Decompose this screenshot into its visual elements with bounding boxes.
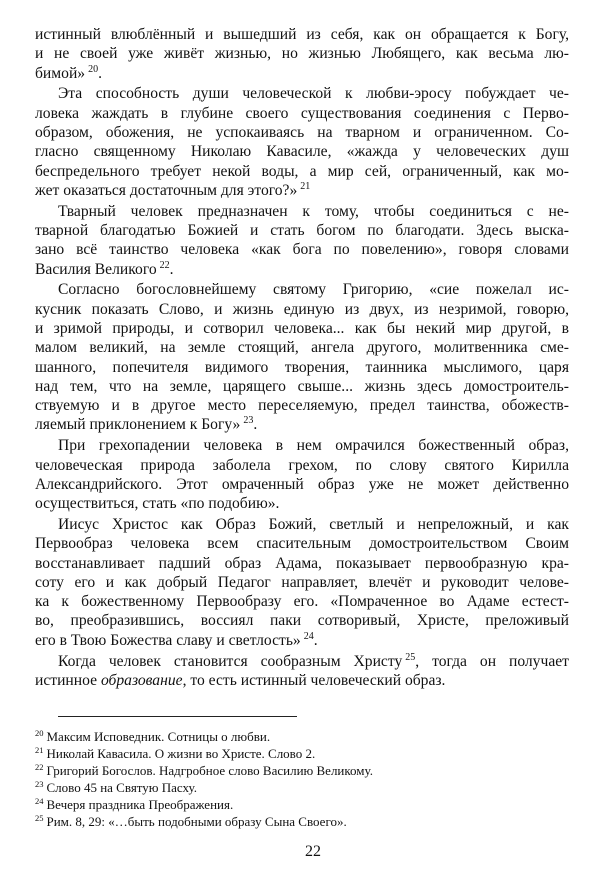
footnote-number: 23 (35, 779, 44, 789)
text-line (35, 611, 569, 630)
text-line (35, 221, 569, 240)
paragraph (35, 84, 569, 200)
text-line (35, 142, 569, 161)
text-segment: соту его и как добрый Педагог направляет, влечёт и руководит челове- (35, 573, 569, 591)
text-line (35, 436, 569, 455)
footnote-text: Слово 45 на Святую Пасху. (46, 780, 197, 795)
footnote (35, 813, 373, 830)
text-segment: во, преобразившись, воссиял паки сотворивый, Христе, преложивый (35, 612, 569, 630)
text-segment: зано всё таинство человека «как бога по повелению», говоря словами (35, 241, 569, 259)
text-line (35, 240, 569, 259)
footnote-number: 24 (35, 796, 44, 806)
text-line (35, 64, 569, 83)
footnote (35, 779, 373, 796)
text-line (35, 592, 569, 611)
footnote-number: 25 (35, 813, 44, 823)
text-line (35, 202, 569, 221)
text-line (35, 475, 569, 494)
text-segment: При грехопадении человека в нем омрачился божественный образ, (58, 437, 569, 455)
paragraph (35, 515, 569, 650)
footnote (35, 762, 373, 779)
text-segment: Согласно богословнейшему святому Григорию, «сие пожелал ис- (58, 281, 569, 299)
text-line (35, 300, 569, 319)
text-line (35, 456, 569, 475)
text-segment: Александрийского. Этот омраченный образ уже не может действенно (35, 475, 569, 493)
text-line (35, 260, 569, 279)
text-line (35, 631, 569, 650)
text-segment: Первообраз человека всем спасительным домостроительством Своим (35, 535, 569, 553)
text-segment: восстанавливает падший образ Адама, показывает первообразную кра- (35, 554, 569, 572)
page-number: 22 (305, 843, 321, 860)
text-line (35, 671, 569, 690)
text-line (35, 181, 569, 200)
text-segment: ка к божественному Первообразу его. «Помраченное во Адаме естест- (35, 593, 569, 611)
text-segment: его в Твою Божества славу и светлость» (35, 631, 301, 649)
footnote-number: 21 (35, 745, 44, 755)
text-segment: и зримой природы, и сотворил человека... как бы некий мир другой, в (35, 319, 569, 337)
text-segment: жет оказаться достаточным для этого?» (35, 181, 298, 199)
text-line (35, 415, 569, 434)
text-segment: малом великий, на земле стоящий, ангела другого, молитвенника сме- (35, 339, 569, 357)
text-segment: Когда человек становится сообразным Христу (58, 652, 403, 670)
text-segment: Василия Великого (35, 260, 157, 278)
paragraph (35, 202, 569, 279)
text-segment: Эта способность души человеческой к любви-эросу побуждает че- (58, 85, 569, 103)
footnote-ref: 23 (243, 415, 254, 427)
text-segment: Тварный человек предназначен к тому, чтобы соединиться с не- (58, 202, 569, 220)
footnote (35, 745, 373, 762)
footnote (35, 728, 373, 745)
text-line (35, 44, 569, 63)
text-line (35, 358, 569, 377)
text-segment: , то есть истинный человеческий образ. (182, 671, 446, 689)
text-segment: . (98, 64, 102, 82)
text-segment: ляемый приклонением к Богу» (35, 416, 241, 434)
text-segment: , тогда он получает (415, 652, 569, 670)
text-segment: бимой» (35, 64, 86, 82)
paragraph (35, 652, 569, 691)
emphasis-text: образование (100, 671, 183, 689)
footnote-text: Максим Исповедник. Сотницы о любви. (46, 729, 271, 744)
text-line (35, 162, 569, 181)
footnote-number: 22 (35, 762, 44, 772)
text-line (35, 280, 569, 299)
text-line (35, 515, 569, 534)
text-line (35, 494, 569, 513)
text-segment: тварной благодатью Божией и стать богом по благодати. Здесь выска- (35, 221, 569, 239)
text-segment: над тем, что на земле, царящего свыше... жизнь здесь домостроитель- (35, 377, 569, 395)
text-segment: . (169, 260, 174, 278)
text-segment: ловека жаждать в глубине своего существования соединения с Перво- (35, 104, 569, 122)
text-line (35, 652, 569, 671)
text-line (35, 338, 569, 357)
text-line (35, 25, 569, 44)
footnote-ref: 25 (405, 651, 416, 663)
text-segment: и не своей уже живёт жизнью, но жизнью Любящего, как весьма лю- (35, 45, 569, 63)
text-segment: Иисус Христос как Образ Божий, светлый и непреложный, и как (58, 515, 569, 533)
text-segment: истинный влюблённый и вышедший из себя, как он обращается к Богу, (35, 26, 569, 43)
footnote-ref: 21 (300, 180, 311, 192)
paragraph (35, 25, 569, 83)
text-segment: человеческая природа заболела грехом, по слову святого Кирилла (35, 456, 569, 474)
paragraph (35, 280, 569, 434)
footnote-text: Григорий Богослов. Надгробное слово Василию Великому. (46, 763, 373, 778)
text-segment: осуществиться, стать «по подобию». (35, 495, 280, 513)
text-line (35, 554, 569, 573)
footnote-divider (58, 716, 297, 717)
text-line (35, 84, 569, 103)
text-segment: образом, обожения, не успокаиваясь на тварном и ограниченном. Со- (35, 123, 569, 141)
body-text (35, 25, 569, 692)
text-line (35, 534, 569, 553)
footnote-text: Вечеря праздника Преображения. (46, 797, 234, 812)
text-segment: . (313, 631, 318, 649)
footnote-ref: 20 (88, 63, 99, 75)
text-segment: кусник показать Слово, и жизнь единую из двух, из незримой, говорю, (35, 300, 569, 318)
text-line (35, 573, 569, 592)
text-line (35, 123, 569, 142)
footnotes (35, 728, 373, 830)
footnote-ref: 22 (159, 259, 170, 271)
footnote (35, 796, 373, 813)
paragraph (35, 436, 569, 513)
text-line (35, 104, 569, 123)
text-segment: истинное (35, 671, 101, 689)
footnote-number: 20 (35, 728, 44, 738)
footnote-ref: 24 (303, 630, 314, 642)
text-segment: ствуемую и в другое место переселяемую, предел таинства, обожеств- (35, 397, 569, 415)
text-line (35, 377, 569, 396)
text-line (35, 319, 569, 338)
footnote-text: Николай Кавасила. О жизни во Христе. Слово 2. (46, 746, 316, 761)
text-segment: . (253, 416, 258, 434)
text-line (35, 396, 569, 415)
text-segment: беспредельного требует некой воды, а мир сей, ограниченный, как мо- (35, 162, 569, 180)
text-segment: шанного, попечителя видимого творения, таинника мыслимого, царя (35, 358, 569, 376)
text-segment: гласно священному Николаю Кавасиле, «жажда у человеческих душ (35, 143, 569, 161)
footnote-text: Рим. 8, 29: «…быть подобными образу Сына Своего». (46, 814, 347, 829)
